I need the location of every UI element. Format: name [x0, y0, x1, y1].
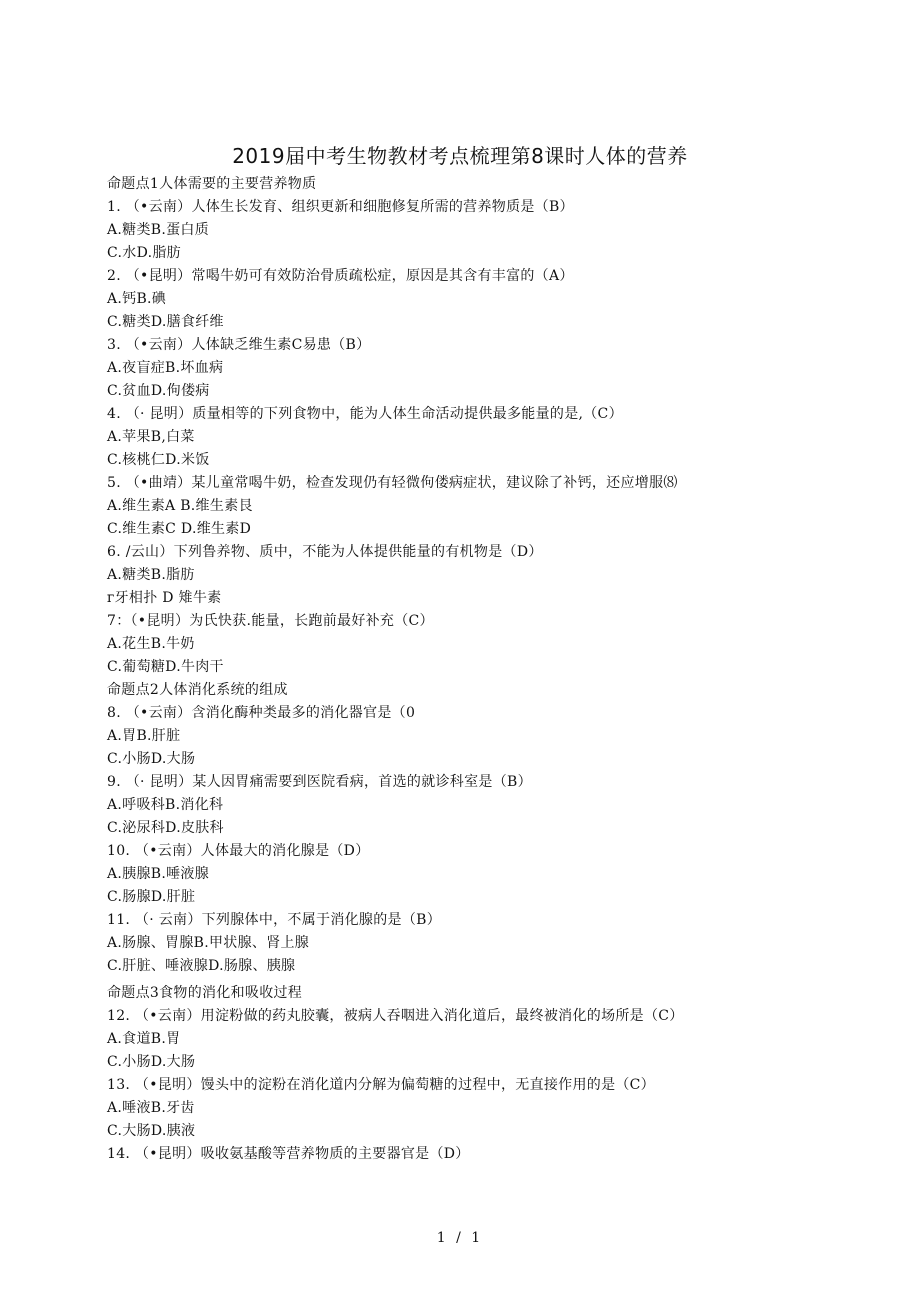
text-line: 4. （· 昆明）质量相等的下列食物中，能为人体生命活动提供最多能量的是,（C） — [107, 406, 623, 422]
text-line: C.核桃仁D.米饭 — [107, 452, 210, 468]
text-line: 9. （· 昆明）某人因胃痛需要到医院看病，首选的就诊科室是（B） — [107, 774, 532, 790]
text-line: 12. （•云南）用淀粉做的药丸胶囊，被病人吞咽进入消化道后，最终被消化的场所是（C） — [107, 1008, 684, 1024]
text-line: г牙相扑 D 雉牛素 — [107, 590, 222, 606]
text-line: 8. （•云南）含消化酶种类最多的消化器官是（0 — [107, 705, 416, 721]
text-line: C.小肠D.大肠 — [107, 751, 196, 767]
text-line: 2. （•昆明）常喝牛奶可有效防治骨质疏松症，原因是其含有丰富的（A） — [107, 268, 574, 284]
document-title: 2019届中考生物教材考点梳理第8课时人体的营养 — [232, 144, 688, 168]
text-line: A.糖类B.蛋白质 — [107, 222, 209, 238]
text-line: A.钙B.碘 — [107, 291, 167, 307]
text-line: 命题点1人体需要的主要营养物质 — [107, 176, 317, 192]
text-line: C.葡萄糖D.牛肉干 — [107, 659, 224, 675]
text-line: A.维生素A B.维生素艮 — [107, 498, 253, 514]
text-line: 5. （•曲靖）某儿童常喝牛奶，检查发现仍有轻微佝偻病症状，建议除了补钙，还应增服⑻ — [107, 475, 678, 491]
text-line: 命题点2人体消化系统的组成 — [107, 682, 288, 698]
text-line: 10. （•云南）人体最大的消化腺是（D） — [107, 843, 370, 859]
text-line: 7：（•昆明）为氏快获.能量，长跑前最好补充（C） — [107, 613, 434, 629]
text-line: 13. （•昆明）馒头中的淀粉在消化道内分解为偏萄糖的过程中，无直接作用的是（C） — [107, 1077, 655, 1093]
text-line: 11. （· 云南）下列腺体中，不属于消化腺的是（B） — [107, 912, 442, 928]
text-line: C.大肠D.胰液 — [107, 1123, 196, 1139]
text-line: A.花生B.牛奶 — [107, 636, 195, 652]
text-line: C.贫血D.佝偻病 — [107, 383, 210, 399]
text-line: A.苹果B,白菜 — [107, 429, 195, 445]
text-line: A.胰腺B.唾液腺 — [107, 866, 209, 882]
text-line: 6. /云山）下列鲁养物、质中，不能为人体提供能量的有机物是（D） — [107, 544, 543, 560]
text-line: C.泌尿科D.皮肤科 — [107, 820, 224, 836]
text-line: C.肠腺D.肝脏 — [107, 889, 196, 905]
page-number: 1 / 1 — [436, 1230, 484, 1246]
text-line: A.糖类B.脂肪 — [107, 567, 195, 583]
text-line: C.维生素C D.维生素D — [107, 521, 252, 537]
text-line: 命题点3食物的消化和吸收过程 — [107, 985, 303, 1001]
text-line: 3. （•云南）人体缺乏维生素C易患（B） — [107, 337, 371, 353]
text-line: C.小肠D.大肠 — [107, 1054, 196, 1070]
text-line: A.胃B.肝脏 — [107, 728, 181, 744]
text-line: C.肝脏、唾液腺D.肠腺、胰腺 — [107, 958, 296, 974]
text-line: C.水D.脂肪 — [107, 245, 181, 261]
text-line: A.肠腺、胃腺B.甲状腺、肾上腺 — [107, 935, 310, 951]
text-line: A.唾液B.牙齿 — [107, 1100, 195, 1116]
text-line: A.夜盲症B.坏血病 — [107, 360, 224, 376]
text-line: 1. （•云南）人体生长发育、组织更新和细胞修复所需的营养物质是（B） — [107, 199, 574, 215]
text-line: A.食道B.胃 — [107, 1031, 181, 1047]
text-line: 14. （•昆明）吸收氨基酸等营养物质的主要器官是（D） — [107, 1146, 470, 1162]
text-line: C.糖类D.膳食纤维 — [107, 314, 224, 330]
text-line: A.呼吸科B.消化科 — [107, 797, 224, 813]
